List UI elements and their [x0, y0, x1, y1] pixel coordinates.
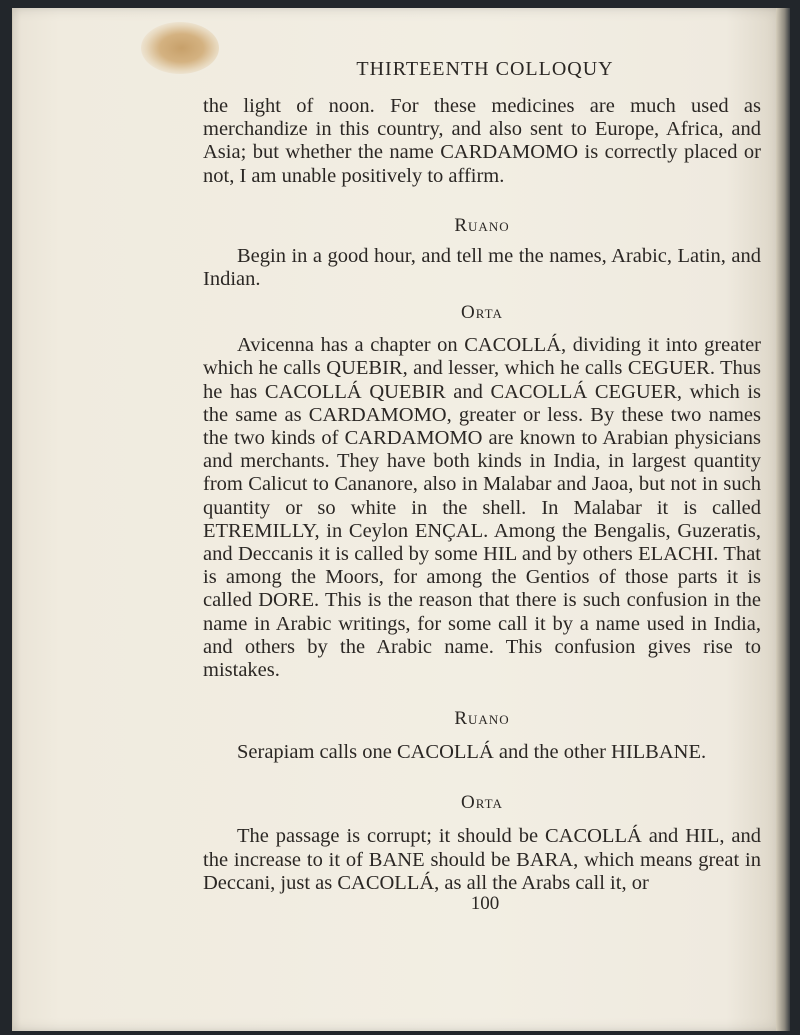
- paragraph-continued: the light of noon. For these medicines are much used as merchandize in this country, and also sent to Europe, Africa, and Asia; but whether the name CARDAMOMO is correctly placed or not, I am unable positively to affirm.: [203, 95, 761, 187]
- paragraph-ruano-1: Begin in a good hour, and tell me the names, Arabic, Latin, and Indian.: [203, 244, 761, 291]
- running-head: THIRTEENTH COLLOQUY: [356, 58, 614, 80]
- speaker-heading-orta: Orta: [461, 302, 503, 324]
- text-column: [203, 58, 761, 915]
- page-number: 100: [470, 893, 500, 915]
- speaker-heading-ruano: Ruano: [454, 214, 510, 236]
- speaker-heading-ruano: Ruano: [454, 708, 510, 730]
- paragraph-orta-1: Avicenna has a chapter on CACOLLÁ, dividing it into greater which he calls QUEBIR, and lesser, which he calls CEGUER. Thus he has CACOLLÁ QUEBIR and CACOLLÁ CEGUER, which is the same as CARDAMOMO, greater or less. By these two names the two kinds of CARDAMOMO are known to Arabian physicians and merchants. They have both kinds in India, in largest quantity from Calicut to Cananore, also in Malabar and Jaoa, but not in such quantity or so white in the shell. In Malabar it is called ETREMILLY, in Ceylon ENÇAL. Among the Bengalis, Guzeratis, and Deccanis it is called by some HIL and by others ELACHI. That is among the Moors, for among the Gentios of those parts it is called DORE. This is the reason that there is such confusion in the name in Arabic writings, for some call it by a name used in India, and others by the Arabic name. This confusion gives rise to mistakes.: [203, 334, 761, 682]
- speaker-heading-orta: Orta: [461, 792, 503, 814]
- paragraph-ruano-2: Serapiam calls one CACOLLÁ and the other HILBANE.: [237, 741, 707, 764]
- page-edge-shadow: [776, 8, 790, 1031]
- paragraph-orta-2: The passage is corrupt; it should be CACOLLÁ and HIL, and the increase to it of BANE should be BARA, which means great in Deccani, just as CACOLLÁ, as all the Arabs call it, or: [203, 825, 761, 894]
